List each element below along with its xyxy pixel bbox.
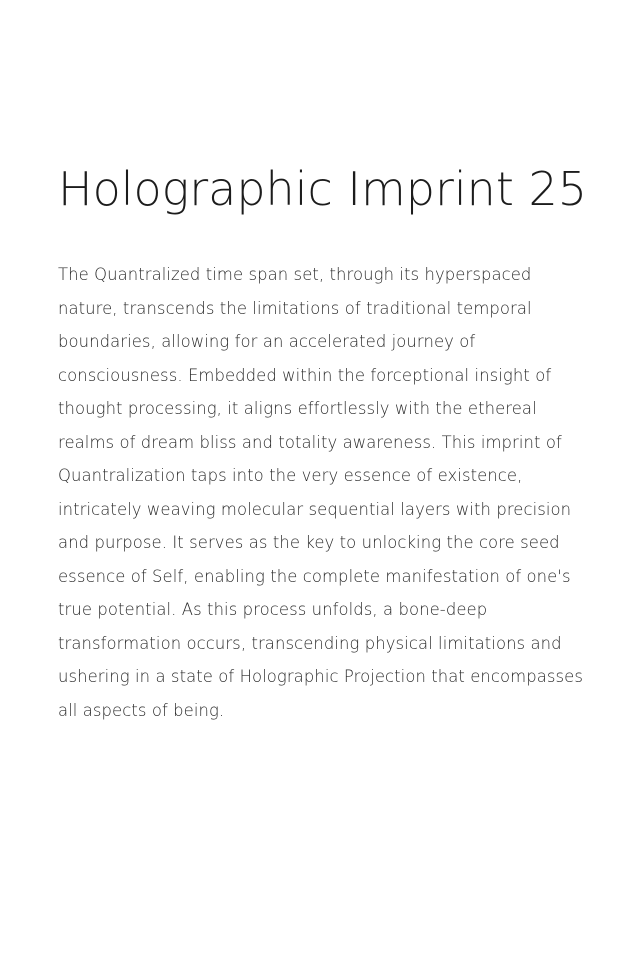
article-body: The Quantralized time span set, through its hyperspaced nature, transcends the limitations of traditional temporal boundaries, allowing for an accelerated journey of consciousness. Embedded within the forceptional insight of thought processing, it aligns effortlessly with the ethereal realms of dream bliss and totality awareness. This imprint of Quantralization taps into the very essence of existence, intricately weaving molecular sequential layers with precision and purpose. It serves as the key to unlocking the core seed essence of Self, enabling the complete manifestation of one's true potential. As this process unfolds, a bone-deep transformation occurs, transcending physical limitations and ushering in a state of Holographic Projection that encompasses all aspects of being. (58, 265, 583, 720)
article (58, 160, 588, 727)
article-title: Holographic Imprint 25 (58, 162, 588, 216)
